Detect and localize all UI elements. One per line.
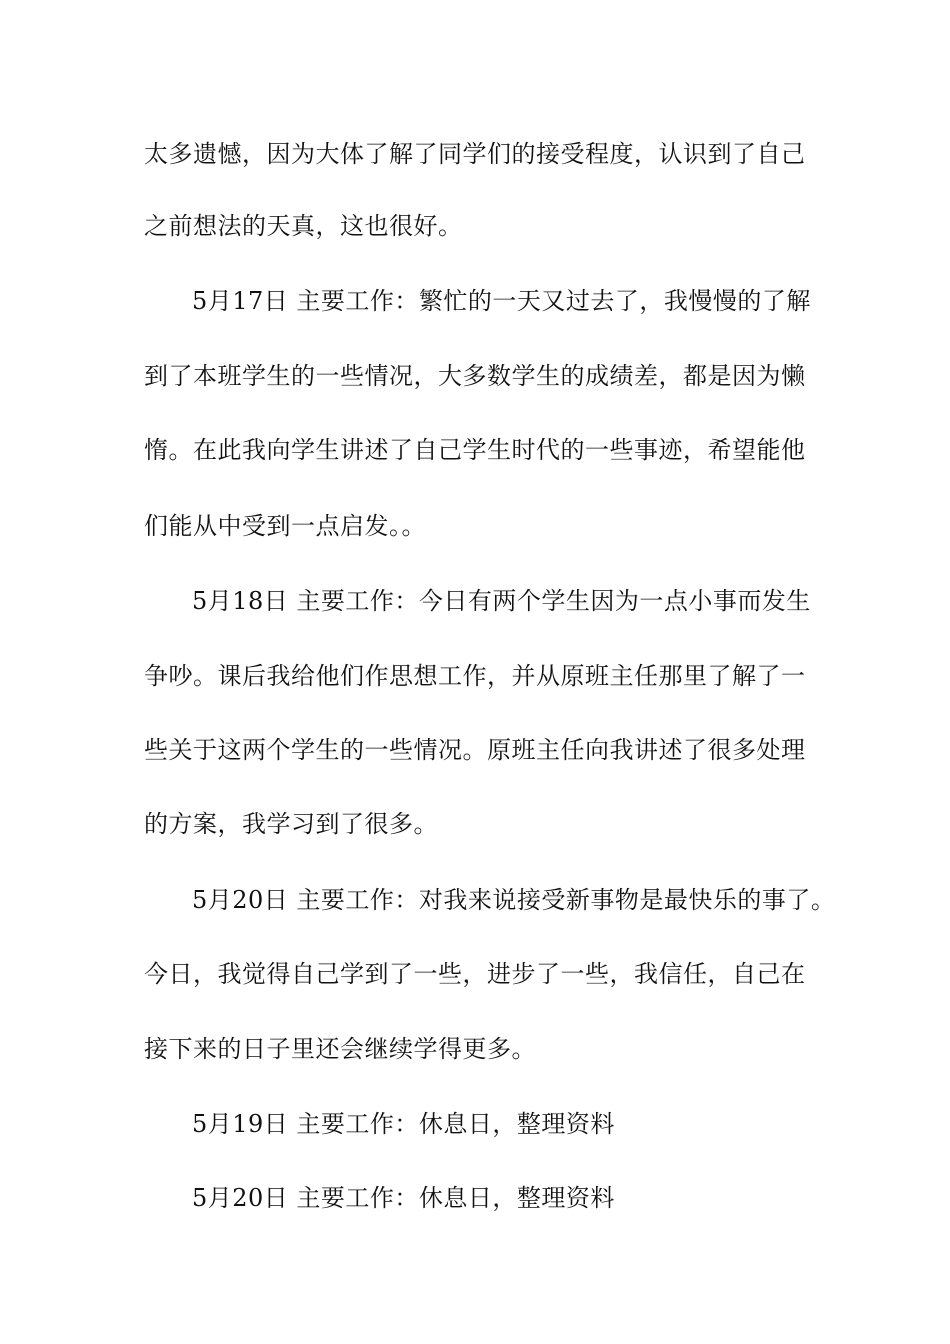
paragraph-line: 5月20日 主要工作：休息日，整理资料 bbox=[192, 1184, 615, 1212]
paragraph-line: 5月19日 主要工作：休息日，整理资料 bbox=[192, 1110, 615, 1138]
paragraph-line: 接下来的日子里还会继续学得更多。 bbox=[144, 1035, 536, 1063]
paragraph-line: 5月17日 主要工作：繁忙的一天又过去了，我慢慢的了解 bbox=[192, 287, 811, 315]
paragraph-line: 5月20日 主要工作：对我来说接受新事物是最快乐的事了。 bbox=[192, 886, 836, 914]
paragraph-line: 些关于这两个学生的一些情况。原班主任向我讲述了很多处理 bbox=[144, 736, 806, 764]
paragraph-line: 今日，我觉得自己学到了一些，进步了一些，我信任，自己在 bbox=[144, 960, 806, 988]
paragraph-line: 之前想法的天真，这也很好。 bbox=[144, 212, 463, 240]
paragraph-line: 的方案，我学习到了很多。 bbox=[144, 810, 438, 838]
paragraph-line: 惰。在此我向学生讲述了自己学生时代的一些事迹，希望能他 bbox=[144, 436, 806, 464]
paragraph-line: 太多遗憾，因为大体了解了同学们的接受程度，认识到了自己 bbox=[144, 140, 806, 168]
paragraph-line: 5月18日 主要工作：今日有两个学生因为一点小事而发生 bbox=[192, 587, 811, 615]
paragraph-line: 到了本班学生的一些情况，大多数学生的成绩差，都是因为懒 bbox=[144, 362, 806, 390]
paragraph-line: 争吵。课后我给他们作思想工作，并从原班主任那里了解了一 bbox=[144, 662, 806, 690]
paragraph-line: 们能从中受到一点启发。。 bbox=[144, 512, 426, 540]
